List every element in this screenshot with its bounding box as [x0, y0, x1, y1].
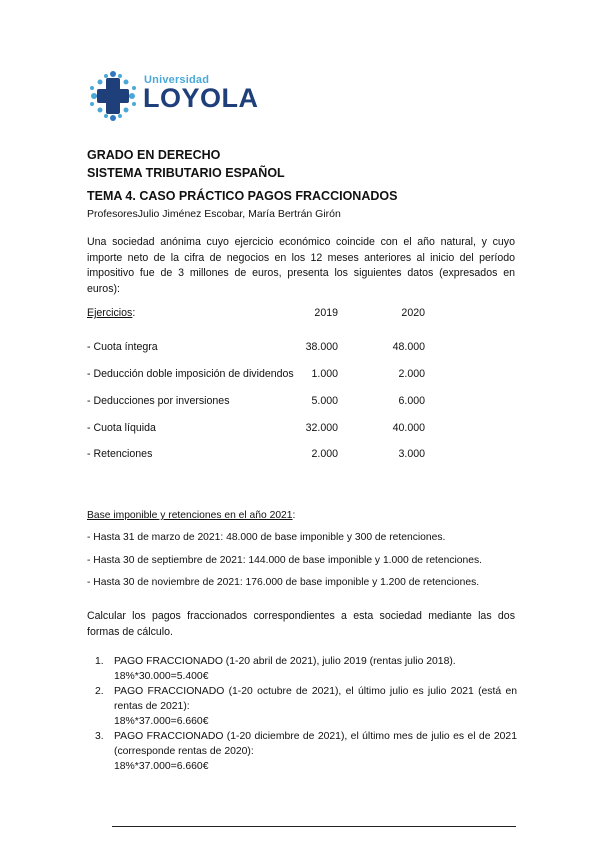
base-line: - Hasta 31 de marzo de 2021: 48.000 de base imponible y 300 de retenciones. — [87, 532, 446, 543]
degree-title: GRADO EN DERECHO — [87, 148, 221, 162]
table-row: - Cuota líquida 32.000 40.000 — [87, 422, 425, 434]
base-line: - Hasta 30 de septiembre de 2021: 144.000 de base imponible y 1.000 de retenciones. — [87, 555, 482, 566]
subject-title: SISTEMA TRIBUTARIO ESPAÑOL — [87, 166, 285, 180]
answers-list — [95, 654, 517, 774]
logo-cross-icon — [86, 68, 140, 124]
logo-universidad: Universidad — [144, 74, 210, 86]
calculation: 18%*37.000=6.660€ — [114, 716, 209, 727]
year-2019-header: 2019 — [314, 307, 338, 319]
table-row: - Deducción doble imposición de dividendos 1.000 2.000 — [87, 368, 425, 380]
university-logo — [86, 68, 259, 124]
calculation: 18%*37.000=6.660€ — [114, 761, 209, 772]
base-line: - Hasta 30 de noviembre de 2021: 176.000 de base imponible y 1.200 de retenciones. — [87, 577, 480, 588]
table-header: Ejercicios: 2019 2020 — [87, 307, 425, 319]
intro-paragraph: Una sociedad anónima cuyo ejercicio económico coincide con el año natural, y cuyo importe neto de la cifra de negocios en los 12 meses anteriores al inicio del período impositivo fue de 3 millones de euros, presenta los siguientes datos (expresados en euros): — [87, 236, 515, 295]
year-2020-header: 2020 — [401, 307, 425, 319]
base-title: Base imponible y retenciones en el año 2021: — [87, 510, 296, 521]
footer-divider — [112, 826, 516, 827]
table-row: - Retenciones 2.000 3.000 — [87, 448, 425, 460]
list-item: 2. PAGO FRACCIONADO (1-20 octubre de 2021), el último julio es julio 2021 (está en rentas de 2021): 18%*37.000=6.660€ — [95, 686, 517, 727]
table-row: - Cuota íntegra 38.000 48.000 — [87, 341, 425, 353]
topic-title: TEMA 4. CASO PRÁCTICO PAGOS FRACCIONADOS — [87, 189, 398, 203]
table-label: Ejercicios — [87, 307, 133, 319]
list-item: 1. PAGO FRACCIONADO (1-20 abril de 2021), julio 2019 (rentas julio 2018). 18%*30.000=5.400€ — [95, 654, 517, 684]
table-row: - Deducciones por inversiones 5.000 6.000 — [87, 395, 425, 407]
question-paragraph: Calcular los pagos fraccionados correspondientes a esta sociedad mediante las dos formas de cálculo. — [87, 610, 515, 638]
professors: ProfesoresJulio Jiménez Escobar, María Bertrán Girón — [87, 208, 341, 220]
calculation: 18%*30.000=5.400€ — [114, 671, 209, 682]
logo-loyola: LOYOLA — [143, 83, 259, 113]
list-item: 3. PAGO FRACCIONADO (1-20 diciembre de 2021), el último mes de julio es el de 2021 (corresponde rentas de 2020): 18%*37.000=6.660€ — [95, 731, 517, 772]
